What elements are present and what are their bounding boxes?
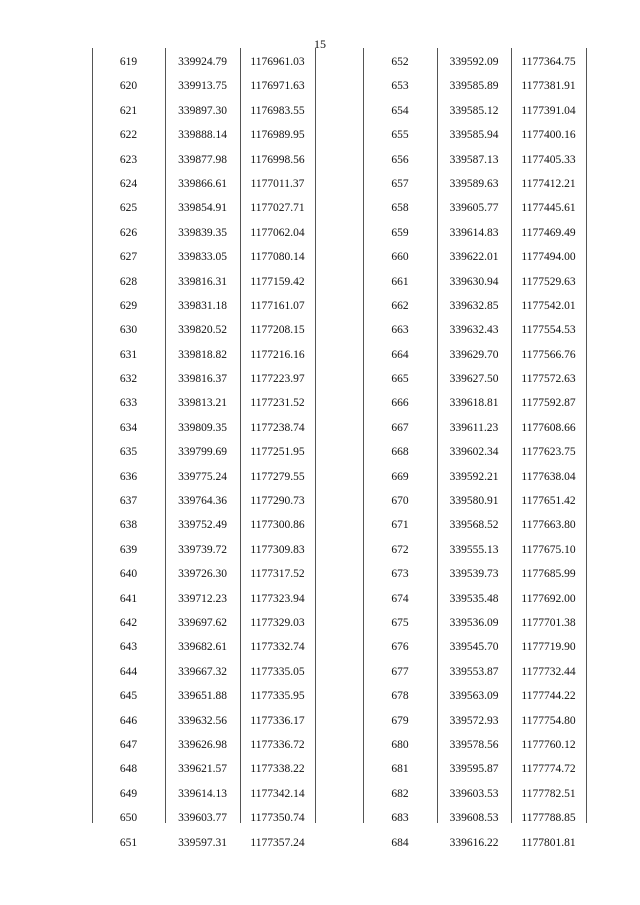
x-coordinate-cell: 339816.37 [178,373,227,386]
point-number-cell: 641 [119,592,138,605]
point-number-cell: 669 [391,470,409,483]
y-coordinate-cell: 1176989.95 [250,129,305,142]
point-number-cell: 626 [119,226,138,239]
y-coordinate-cell: 1177335.05 [250,665,305,678]
y-coordinate-cell: 1177332.74 [250,641,305,654]
y-coordinate-cell: 1177701.38 [521,616,576,629]
x-coordinate-cell: 339553.87 [449,665,499,678]
x-coordinate-cell: 339618.81 [449,397,499,410]
point-number-cell: 659 [391,226,409,239]
x-coordinate-cell: 339578.56 [449,738,499,751]
x-coordinate-cell: 339632.43 [449,324,499,337]
point-number-cell: 624 [119,177,138,190]
point-number-cell: 663 [391,324,409,337]
x-coordinate-cell: 339608.53 [449,812,499,825]
x-coordinate-cell: 339597.31 [178,836,227,849]
y-coordinate-cell: 1177364.75 [521,56,576,68]
x-coordinate-cell: 339587.13 [449,153,499,166]
y-coordinate-cell: 1177400.16 [521,129,576,142]
y-coordinate-cell: 1177412.21 [521,177,576,190]
y-coordinate-cell: 1177080.14 [250,251,305,264]
y-coordinate-cell: 1176983.55 [250,104,305,117]
point-number-cell: 644 [119,665,138,678]
y-coordinate-cell: 1177336.72 [250,738,305,751]
x-coordinate-cell: 339913.75 [178,80,227,93]
y-coordinate-cell: 1177692.00 [521,592,576,605]
point-number-cell: 649 [119,787,138,800]
y-coordinate-cell: 1177329.03 [250,616,305,629]
x-coordinate-cell: 339632.85 [449,299,499,312]
y-coordinate-cell: 1177494.00 [521,251,576,264]
point-number-cell: 654 [391,104,409,117]
point-number-cell: 619 [119,56,138,68]
point-number-cell: 675 [391,616,409,629]
x-coordinate-cell: 339775.24 [178,470,227,483]
point-number-cell: 666 [391,397,409,410]
y-coordinate-cell: 1176998.56 [250,153,305,166]
point-number-cell: 628 [119,275,138,288]
x-coordinate-cell: 339651.88 [178,690,227,703]
y-coordinate-cell: 1177323.94 [250,592,305,605]
page-number: 15 [314,37,326,51]
point-number-cell: 632 [119,373,138,386]
point-number-cell: 648 [119,763,138,776]
x-coordinate-cell: 339627.50 [449,373,499,386]
x-coordinate-cell: 339630.94 [449,275,499,288]
y-coordinate-cell: 1177238.74 [250,421,305,434]
point-number-cell: 661 [391,275,409,288]
point-number-cell: 620 [119,80,138,93]
point-number-cell: 629 [119,299,138,312]
point-number-cell: 635 [119,446,138,459]
point-number-cell: 673 [391,568,409,581]
x-coordinate-cell: 339854.91 [178,202,227,215]
point-number-cell: 621 [119,104,138,117]
point-number-cell: 623 [119,153,138,166]
x-coordinate-cell: 339712.23 [178,592,227,605]
x-coordinate-cell: 339614.13 [178,787,227,800]
y-coordinate-cell: 1177335.95 [250,690,305,703]
x-coordinate-cell: 339568.52 [449,519,499,532]
x-coordinate-cell: 339752.49 [178,519,227,532]
x-coordinate-cell: 339629.70 [449,348,499,361]
x-coordinate-cell: 339563.09 [449,690,499,703]
y-coordinate-cell: 1177760.12 [521,738,576,751]
x-coordinate-cell: 339536.09 [449,616,499,629]
y-coordinate-cell: 1177342.14 [250,787,305,800]
x-coordinate-cell: 339611.23 [449,421,499,434]
point-number-cell: 670 [391,495,409,508]
x-coordinate-cell: 339667.32 [178,665,227,678]
y-coordinate-cell: 1177445.61 [521,202,576,215]
x-coordinate-cell: 339809.35 [178,421,227,434]
x-coordinate-cell: 339799.69 [178,446,227,459]
point-number-cell: 622 [119,129,138,142]
x-coordinate-cell: 339545.70 [449,641,499,654]
y-coordinate-cell: 1176971.63 [250,80,305,93]
x-coordinate-cell: 339603.53 [449,787,499,800]
x-coordinate-cell: 339614.83 [449,226,499,239]
x-coordinate-cell: 339820.52 [178,324,227,337]
y-coordinate-cell: 1177754.80 [521,714,576,727]
y-coordinate-cell: 1177675.10 [521,543,576,556]
x-coordinate-cell: 339888.14 [178,129,227,142]
y-coordinate-cell: 1177663.80 [521,519,576,532]
x-coordinate-cell: 339589.63 [449,177,499,190]
point-number-cell: 639 [119,543,138,556]
point-number-cell: 667 [391,421,409,434]
x-coordinate-cell: 339539.73 [449,568,499,581]
y-coordinate-cell: 1177732.44 [521,665,576,678]
x-coordinate-cell: 339813.21 [178,397,227,410]
point-number-cell: 640 [119,568,138,581]
point-number-cell: 664 [391,348,409,361]
y-coordinate-cell: 1177592.87 [521,397,576,410]
point-number-cell: 645 [119,690,138,703]
x-coordinate-cell: 339622.01 [449,251,499,264]
point-number-cell: 634 [119,421,138,434]
point-number-cell: 665 [391,373,409,386]
y-coordinate-cell: 1177391.04 [521,104,576,117]
y-coordinate-cell: 1177317.52 [250,568,305,581]
y-coordinate-cell: 1177788.85 [521,812,576,825]
point-number-cell: 680 [391,738,409,751]
point-number-cell: 684 [391,836,409,849]
x-coordinate-cell: 339726.30 [178,568,227,581]
y-coordinate-cell: 1177279.55 [250,470,305,483]
point-number-cell: 638 [119,519,138,532]
y-coordinate-cell: 1177223.97 [250,373,305,386]
y-coordinate-cell: 1177542.01 [521,299,576,312]
y-coordinate-cell: 1177405.33 [521,153,576,166]
x-coordinate-cell: 339555.13 [449,543,499,556]
column-rule [315,48,316,823]
point-number-cell: 662 [391,299,409,312]
x-coordinate-cell: 339839.35 [178,226,227,239]
y-coordinate-cell: 1177231.52 [250,397,305,410]
point-number-cell: 671 [391,519,409,532]
y-coordinate-cell: 1177216.16 [250,348,305,361]
y-coordinate-cell: 1177011.37 [250,177,305,190]
x-coordinate-cell: 339877.98 [178,153,227,166]
point-number-cell: 678 [391,690,409,703]
y-coordinate-cell: 1177251.95 [250,446,305,459]
x-coordinate-cell: 339866.61 [178,177,227,190]
point-number-cell: 647 [119,738,138,751]
column-rule [586,48,587,823]
point-number-cell: 682 [391,787,409,800]
x-coordinate-cell: 339739.72 [178,543,227,556]
point-number-cell: 657 [391,177,409,190]
x-coordinate-cell: 339595.87 [449,763,499,776]
point-number-cell: 677 [391,665,409,678]
x-coordinate-cell: 339605.77 [449,202,499,215]
x-coordinate-cell: 339585.94 [449,129,499,142]
point-number-cell: 660 [391,251,409,264]
x-coordinate-cell: 339924.79 [178,56,227,68]
x-coordinate-cell: 339831.18 [178,299,227,312]
y-coordinate-cell: 1177161.07 [250,299,305,312]
y-coordinate-cell: 1177350.74 [250,812,305,825]
x-coordinate-cell: 339764.36 [178,495,227,508]
y-coordinate-cell: 1177357.24 [250,836,305,849]
x-coordinate-cell: 339616.22 [449,836,499,849]
point-number-cell: 674 [391,592,409,605]
y-coordinate-cell: 1177027.71 [250,202,305,215]
y-coordinate-cell: 1176961.03 [250,56,305,68]
x-coordinate-cell: 339682.61 [178,641,227,654]
point-number-cell: 676 [391,641,409,654]
point-number-cell: 656 [391,153,409,166]
point-number-cell: 646 [119,714,138,727]
y-coordinate-cell: 1177336.17 [250,714,305,727]
point-number-cell: 650 [119,812,138,825]
point-number-cell: 643 [119,641,138,654]
point-number-cell: 637 [119,495,138,508]
y-coordinate-cell: 1177381.91 [521,80,576,93]
y-coordinate-cell: 1177529.63 [521,275,576,288]
y-coordinate-cell: 1177608.66 [521,421,576,434]
y-coordinate-cell: 1177638.04 [521,470,576,483]
y-coordinate-cell: 1177782.51 [521,787,576,800]
x-coordinate-cell: 339621.57 [178,763,227,776]
x-coordinate-cell: 339592.09 [449,56,499,68]
x-coordinate-cell: 339632.56 [178,714,227,727]
y-coordinate-cell: 1177623.75 [521,446,576,459]
y-coordinate-cell: 1177744.22 [521,690,576,703]
y-coordinate-cell: 1177300.86 [250,519,305,532]
x-coordinate-cell: 339592.21 [449,470,499,483]
x-coordinate-cell: 339697.62 [178,616,227,629]
x-coordinate-cell: 339535.48 [449,592,499,605]
x-coordinate-cell: 339603.77 [178,812,227,825]
x-coordinate-cell: 339585.89 [449,80,499,93]
x-coordinate-cell: 339580.91 [449,495,499,508]
point-number-cell: 658 [391,202,409,215]
x-coordinate-cell: 339833.05 [178,251,227,264]
y-coordinate-cell: 1177719.90 [521,641,576,654]
point-number-cell: 655 [391,129,409,142]
y-coordinate-cell: 1177309.83 [250,543,305,556]
point-number-cell: 683 [391,812,409,825]
point-number-cell: 653 [391,80,409,93]
y-coordinate-cell: 1177338.22 [250,763,305,776]
point-number-cell: 631 [119,348,138,361]
y-coordinate-cell: 1177774.72 [521,763,576,776]
point-number-cell: 630 [119,324,138,337]
y-coordinate-cell: 1177469.49 [521,226,576,239]
x-coordinate-cell: 339602.34 [449,446,499,459]
point-number-cell: 636 [119,470,138,483]
y-coordinate-cell: 1177801.81 [521,836,576,849]
y-coordinate-cell: 1177566.76 [521,348,576,361]
point-number-cell: 642 [119,616,138,629]
x-coordinate-cell: 339626.98 [178,738,227,751]
y-coordinate-cell: 1177159.42 [250,275,305,288]
y-coordinate-cell: 1177062.04 [250,226,305,239]
y-coordinate-cell: 1177572.63 [521,373,576,386]
y-coordinate-cell: 1177685.99 [521,568,576,581]
x-coordinate-cell: 339897.30 [178,104,227,117]
point-number-cell: 633 [119,397,138,410]
point-number-cell: 651 [119,836,138,849]
y-coordinate-cell: 1177651.42 [521,495,576,508]
y-coordinate-cell: 1177290.73 [250,495,305,508]
x-coordinate-cell: 339816.31 [178,275,227,288]
point-number-cell: 672 [391,543,409,556]
x-coordinate-cell: 339572.93 [449,714,499,727]
point-number-cell: 668 [391,446,409,459]
point-number-cell: 627 [119,251,138,264]
x-coordinate-cell: 339585.12 [449,104,499,117]
x-coordinate-cell: 339818.82 [178,348,227,361]
point-number-cell: 681 [391,763,409,776]
point-number-cell: 625 [119,202,138,215]
point-number-cell: 652 [391,56,409,68]
y-coordinate-cell: 1177554.53 [521,324,576,337]
point-number-cell: 679 [391,714,409,727]
y-coordinate-cell: 1177208.15 [250,324,305,337]
